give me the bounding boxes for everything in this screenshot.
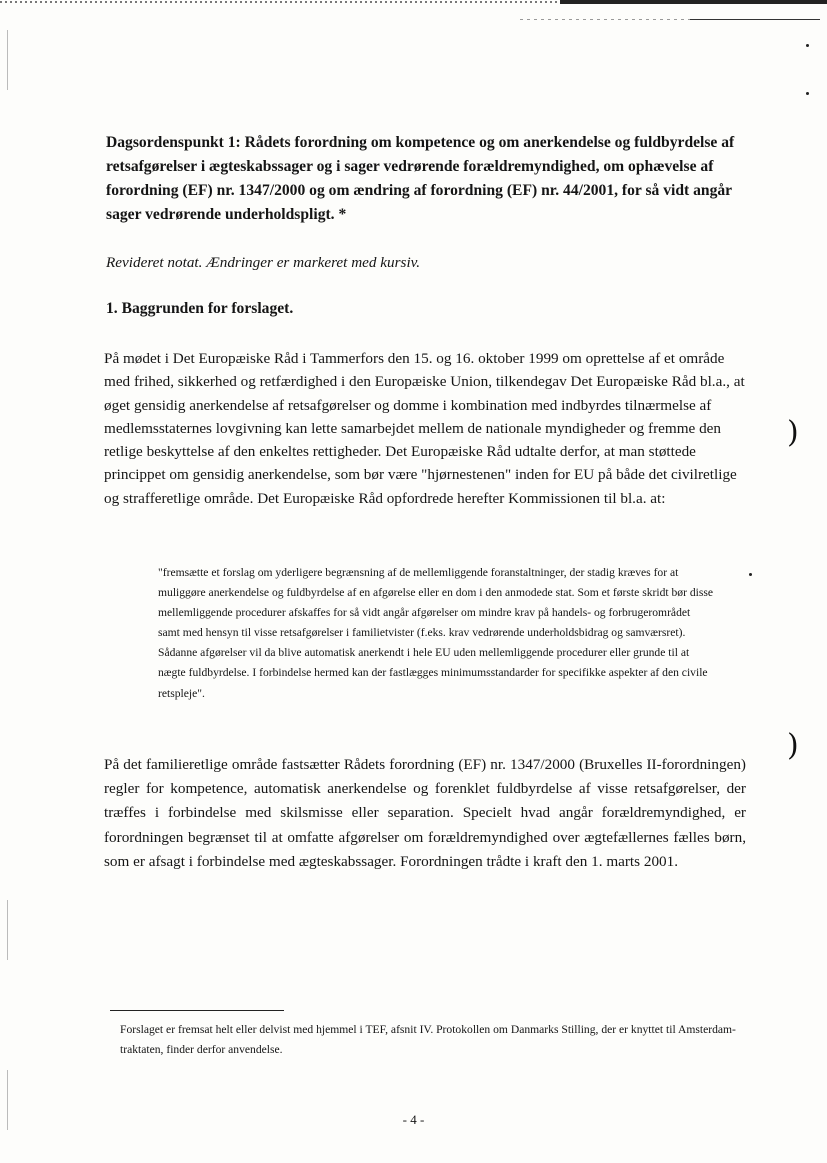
scan-edge-line (7, 30, 8, 90)
section-title: 1. Baggrunden for forslaget. (106, 300, 294, 317)
page-number: - 4 - (402, 1112, 425, 1127)
binder-hole-mark-lower: ) (787, 728, 799, 763)
header-dashed-rule (520, 19, 690, 20)
scan-speck (806, 92, 809, 95)
agenda-heading: Dagsordenspunkt 1: Rådets forordning om kompetence og om anerkendelse og fuldbyrdelse af retsafgørelser i ægteskabssager og i sager vedrørende forældremyndighed, om ophævelse af forordning (EF) nr. 1347/2000 og om ændring af forordning (EF) nr. 44/2001, for så vidt angår sager vedrørende underholdspligt. * (106, 134, 735, 223)
scan-speck (749, 573, 752, 576)
family-law-paragraph: På det familieretlige område fastsætter Rådets forordning (EF) nr. 1347/2000 (Bruxelles II-forordningen) regler for kompetence, automatisk anerkendelse og forenklet fuldbyrdelse af visse retsafgørelser, der træffes i forbindelse med skilsmisse eller separation. Specielt hvad angår forældremyndighed, er forordningen begrænset til at omfatte afgørelser om forældremyndighed over ægtefællernes fælles børn, som er afsagt i forbindelse med ægteskabssager. Forordningen trådte i kraft den 1. marts 2001. (104, 756, 746, 870)
background-paragraph: På mødet i Det Europæiske Råd i Tammerfors den 15. og 16. oktober 1999 om oprettelse af et område med frihed, sikkerhed og retfærdighed i den Europæiske Union, tilkendegav Det Europæiske Råd bl.a., at øget gensidig anerkendelse af retsafgørelser og domme i kombination med indbyrdes tilnærmelse af medlemsstaternes lovgivning kan lette samarbejdet mellem de nationale myndigheder og fremme den retlige beskyttelse af den enkeltes rettigheder. Det Europæiske Råd udtalte derfor, at man støttede princippet om gensidig anerkendelse, som bør være "hjørnestenen" inden for EU på både det civilretlige og strafferetlige område. Det Europæiske Råd opfordrede herefter Kommissionen til bl.a. at: (104, 350, 745, 507)
header-rule (690, 19, 820, 20)
binder-hole-mark-upper: ) (787, 415, 799, 450)
scan-top-edge (0, 0, 827, 5)
council-quote: "fremsætte et forslag om yderligere begrænsning af de mellemliggende foranstaltninger, der stadig kræves for at muliggøre anerkendelse og fuldbyrdelse af en afgørelse eller en dom i den anmodede stat. Som et første skridt bør disse mellemliggende procedurer afskaffes for så vidt angår afgørelser om mindre krav på handels- og forbrugerområdet samt med hensyn til visse retsafgørelser i familietvister (f.eks. krav vedrørende underholdsbidrag og samværsret). Sådanne afgørelser vil da blive automatisk anerkendt i hele EU uden mellemliggende procedurer eller grunde til at nægte fuldbyrdelse. I forbindelse hermed kan der fastlægges minimumsstandarder for specifikke aspekter af den civile retspleje". (158, 566, 714, 700)
scan-edge-line (7, 900, 8, 960)
revision-note: Revideret notat. Ændringer er markeret med kursiv. (106, 254, 421, 271)
scan-dotted-edge (0, 1, 560, 3)
footnote-rule (110, 1010, 284, 1011)
scan-dark-edge (560, 0, 827, 4)
scan-speck (806, 44, 809, 47)
footnote: Forslaget er fremsat helt eller delvist med hjemmel i TEF, afsnit IV. Protokollen om Danmarks Stilling, der er knyttet til Amsterdam-traktaten, finder derfor anvendelse. (120, 1023, 736, 1056)
